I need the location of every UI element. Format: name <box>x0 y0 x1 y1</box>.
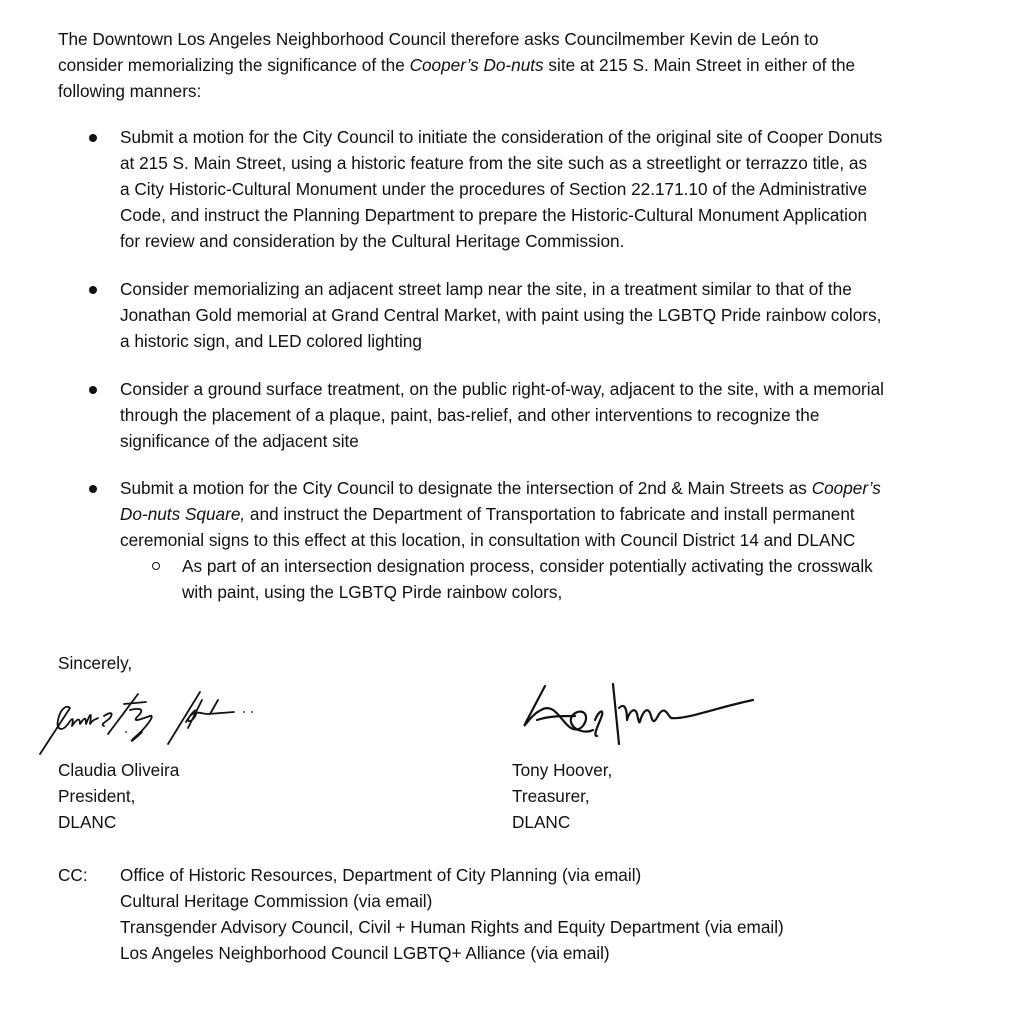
intro-line: following manners: <box>58 81 202 101</box>
text-line: ceremonial signs to this effect at this location, in consultation with Council District 14 and DLANC <box>120 530 856 550</box>
bullet-icon <box>89 134 97 142</box>
cc-recipient: Cultural Heritage Commission (via email) <box>120 891 433 911</box>
text-line: at 215 S. Main Street, using a historic feature from the site such as a streetlight or terrazzo title, as <box>120 153 868 173</box>
text-line: with paint, using the LGBTQ Pirde rainbow colors, <box>182 582 563 602</box>
text-line <box>120 478 881 498</box>
cc-recipient: Office of Historic Resources, Department of City Planning (via email) <box>120 865 642 885</box>
signatory-block <box>512 757 612 835</box>
bullet-icon <box>89 485 97 493</box>
list-item-text <box>120 276 980 354</box>
intro-line: The Downtown Los Angeles Neighborhood Council therefore asks Councilmember Kevin de León to <box>58 29 819 49</box>
text-line: significance of the adjacent site <box>120 431 359 451</box>
signatory-title: President, <box>58 786 136 806</box>
cc-recipient-list <box>120 862 980 966</box>
text-segment: Submit a motion for the City Council to designate the intersection of 2nd & Main Streets as <box>120 478 812 498</box>
hollow-bullet-icon <box>152 562 160 570</box>
intro-text: site at 215 S. Main Street in either of the <box>543 55 856 75</box>
text-line: Consider a ground surface treatment, on the public right-of-way, adjacent to the site, with a memorial <box>120 379 884 399</box>
list-item-text <box>120 475 980 553</box>
sub-list-item-text <box>182 553 972 605</box>
text-line: through the placement of a plaque, paint, bas-relief, and other interventions to recognize the <box>120 405 820 425</box>
text-line <box>120 504 855 524</box>
signatory-org: DLANC <box>512 812 571 832</box>
signature-image-claudia-oliveira <box>38 682 273 757</box>
text-line: Code, and instruct the Planning Department to prepare the Historic-Cultural Monument Application <box>120 205 868 225</box>
cc-recipient: Transgender Advisory Council, Civil + Human Rights and Equity Department (via email) <box>120 917 784 937</box>
text-line: Jonathan Gold memorial at Grand Central Market, with paint using the LGBTQ Pride rainbow colors, <box>120 305 882 325</box>
text-line: As part of an intersection designation process, consider potentially activating the crosswalk <box>182 556 873 576</box>
signatory-name: Tony Hoover, <box>512 760 613 780</box>
text-line: Consider memorializing an adjacent street lamp near the site, in a treatment similar to that of the <box>120 279 852 299</box>
intro-paragraph <box>58 26 978 104</box>
site-name-italic: Cooper’s Do-nuts <box>409 55 544 75</box>
site-name-italic: Cooper’s <box>811 478 881 498</box>
signatory-name: Claudia Oliveira <box>58 760 180 780</box>
text-segment: and instruct the Department of Transportation to fabricate and install permanent <box>245 504 855 524</box>
bullet-icon <box>89 286 97 294</box>
cc-recipient: Los Angeles Neighborhood Council LGBTQ+ Alliance (via email) <box>120 943 610 963</box>
signature-image-tony-hoover <box>515 680 765 752</box>
text-line: a historic sign, and LED colored lighting <box>120 331 422 351</box>
text-line: a City Historic-Cultural Monument under the procedures of Section 22.171.10 of the Administrative <box>120 179 868 199</box>
intro-line <box>58 55 855 75</box>
bullet-icon <box>89 386 97 394</box>
signatory-title: Treasurer, <box>512 786 590 806</box>
list-item-text <box>120 124 980 254</box>
closing: Sincerely, <box>58 653 133 673</box>
text-line: for review and consideration by the Cultural Heritage Commission. <box>120 231 625 251</box>
text-line: Submit a motion for the City Council to initiate the consideration of the original site of Cooper Donuts <box>120 127 883 147</box>
list-item-text <box>120 376 980 454</box>
signatory-org: DLANC <box>58 812 117 832</box>
cc-label: CC: <box>58 865 88 885</box>
intro-text: consider memorializing the significance of the <box>58 55 410 75</box>
square-name-italic: Do-nuts Square, <box>120 504 246 524</box>
signatory-block <box>58 757 179 835</box>
